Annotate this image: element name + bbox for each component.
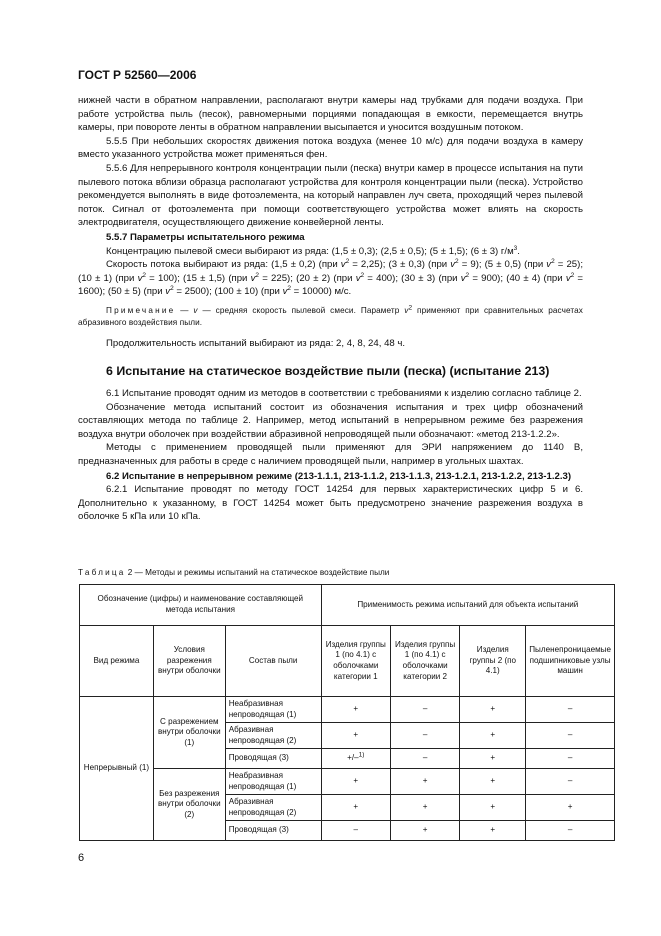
value-cell: –	[390, 723, 459, 749]
header-applicability: Применимость режима испытаний для объекта испытаний	[321, 585, 614, 626]
paragraph-5-5-5: 5.5.5 При небольших скоростях движения потока воздуха (менее 10 м/с) для подачи воздуха в камеру вместо указанного устройства может применяться фен.	[78, 135, 583, 161]
value-cell: +	[321, 723, 390, 749]
paragraph-flow-speed: Скорость потока выбирают из ряда: (1,5 ± 0,2) (при $v^2 = 2,25$); (3 ± 0,3) (при $v^2 = 9$); (5 ± 0,5) (при $v^2 = 25$); (10 ± 1) (при $v^2 = 100$); (15 ± 1,5) (при $v^2 = 225$); (20 ± 2) (при $v^2 = 400$); (30 ± 3) (при $v^2 = 900$); (40 ± 4) (при $v^2 = 1600$); (50 ± 5) (при $v^2 = 2500$); (100 ± 10) (при $v^2 = 10000$) м/с.	[78, 257, 584, 298]
dust-cell: Неабразивная непроводящая (1)	[225, 769, 321, 795]
paragraph-method-designation: Обозначение метода испытаний состоит из обозначения испытания и трех цифр обозначений составляющих метода по таблице 2. Например, метод испытаний в непрерывном режиме без разрежения воздуха внутри оболочек при воздействии абразивной непроводящей пыли обозначают: «метод 213-1.2.2».	[78, 401, 583, 440]
value-cell: –	[526, 769, 615, 795]
condition-cell: Без разрежения внутри оболочки (2)	[153, 769, 225, 841]
col-group1-cat2-header: Изделия группы 1 (по 4.1) с оболочками категории 2	[390, 626, 459, 697]
paragraph-duration: Продолжительность испытаний выбирают из ряда: 2, 4, 8, 24, 48 ч.	[106, 337, 406, 349]
value-cell: –	[526, 749, 615, 769]
paragraph-continuation: нижней части в обратном направлении, располагают внутри камеры над трубками для подачи воздуха. При работе устройства пыль (песок), равномерными порциями попадающая в емкости, перемещается внутрь камеры, при повороте ленты в обратном направлении высыпается и уносится воздушным потоком.	[78, 95, 583, 134]
value-cell: +	[321, 769, 390, 795]
value-cell: +	[390, 821, 459, 841]
page-number: 6	[78, 852, 85, 864]
mode-cell: Непрерывный (1)	[80, 697, 154, 841]
value-cell: +	[321, 795, 390, 821]
dust-cell: Неабразивная непроводящая (1)	[225, 697, 321, 723]
dust-cell: Проводящая (3)	[225, 749, 321, 769]
value-cell: +	[460, 821, 526, 841]
subheading-5-5-7: 5.5.7 Параметры испытательного режима	[106, 231, 305, 243]
value-cell: +	[390, 769, 459, 795]
dust-cell: Абразивная непроводящая (2)	[225, 723, 321, 749]
col-condition-header: Условия разрежения внутри оболочки	[153, 626, 225, 697]
value-cell: +	[460, 697, 526, 723]
table-caption: Таблица 2 — Методы и режимы испытаний на статическое воздействие пыли	[78, 568, 390, 577]
methods-table	[79, 584, 615, 841]
header-method: Обозначение (цифры) и наименование составляющей метода испытания	[80, 585, 322, 626]
value-cell: –	[321, 821, 390, 841]
subheading-6-2: 6.2 Испытание в непрерывном режиме (213-1.1.1, 213-1.1.2, 213-1.1.3, 213-1.2.1, 213-1.2.2, 213-1.2.3)	[106, 470, 572, 482]
value-cell: +	[526, 795, 615, 821]
document-header: ГОСТ Р 52560—2006	[78, 68, 197, 82]
body-text	[78, 94, 583, 524]
value-cell: +	[390, 795, 459, 821]
col-bearings-header: Пыленепроницаемые подшипниковые узлы машин	[526, 626, 615, 697]
col-dust-header: Состав пыли	[225, 626, 321, 697]
col-mode-header: Вид режима	[80, 626, 154, 697]
value-cell: +	[460, 723, 526, 749]
note: Примечание — v — средняя скорость пылевой смеси. Параметр $v^2$ применяют при сравнительных расчетах абразивного воздействия пыли.	[78, 304, 583, 327]
value-cell: +	[460, 749, 526, 769]
value-cell: –	[390, 697, 459, 723]
value-cell: –	[526, 723, 615, 749]
value-cell: +	[460, 795, 526, 821]
value-cell: +/–$^{1)}$	[321, 749, 390, 769]
paragraph-conductive-dust: Методы с применением проводящей пыли применяют для ЭРИ напряжением до 1140 В, предназначенных для работы в среде с наличием проводящей пыли, например в угольных шахтах.	[78, 442, 583, 468]
dust-cell: Абразивная непроводящая (2)	[225, 795, 321, 821]
table-row	[80, 769, 615, 795]
paragraph-concentration: Концентрацию пылевой смеси выбирают из ряда: (1,5 ± 0,3); (2,5 ± 0,5); (5 ± 1,5); (6 ± 3) $г/м^3$.	[106, 244, 520, 257]
paragraph-6-2-1: 6.2.1 Испытание проводят по методу ГОСТ 14254 для первых характеристических цифр 5 и 6. Дополнительно к указанному, в ГОСТ 14254 может быть предусмотрено значение разрежения воздуха в оболочке 5 кПа или 10 кПа.	[78, 484, 583, 523]
value-cell: –	[526, 821, 615, 841]
value-cell: –	[390, 749, 459, 769]
condition-cell: С разрежением внутри оболочки (1)	[153, 697, 225, 769]
value-cell: +	[460, 769, 526, 795]
paragraph-6-1: 6.1 Испытание проводят одним из методов в соответствии с требованиями к изделию согласно таблице 2.	[106, 388, 582, 400]
col-group2-header: Изделия группы 2 (по 4.1)	[460, 626, 526, 697]
col-group1-cat1-header: Изделия группы 1 (по 4.1) с оболочками категории 1	[321, 626, 390, 697]
value-cell: –	[526, 697, 615, 723]
section-6-title: 6 Испытание на статическое воздействие пыли (песка) (испытание 213)	[106, 363, 550, 378]
value-cell: +	[321, 697, 390, 723]
paragraph-5-5-6: 5.5.6 Для непрерывного контроля концентрации пыли (песка) внутри камер в процессе испытания на пути пылевого потока вблизи образца располагают устройства для контроля концентрации пыли (песка). Устройство рекомендуется выполнять в виде фотоэлемента, на который направлен луч света, проходящий через пылевой поток. Сигнал от фотоэлемента при помощи соответствующего устройства может влиять на скорость электродвигателя, осуществляющего движение конвейерной ленты.	[78, 162, 583, 229]
dust-cell: Проводящая (3)	[225, 821, 321, 841]
table-row	[80, 697, 615, 723]
